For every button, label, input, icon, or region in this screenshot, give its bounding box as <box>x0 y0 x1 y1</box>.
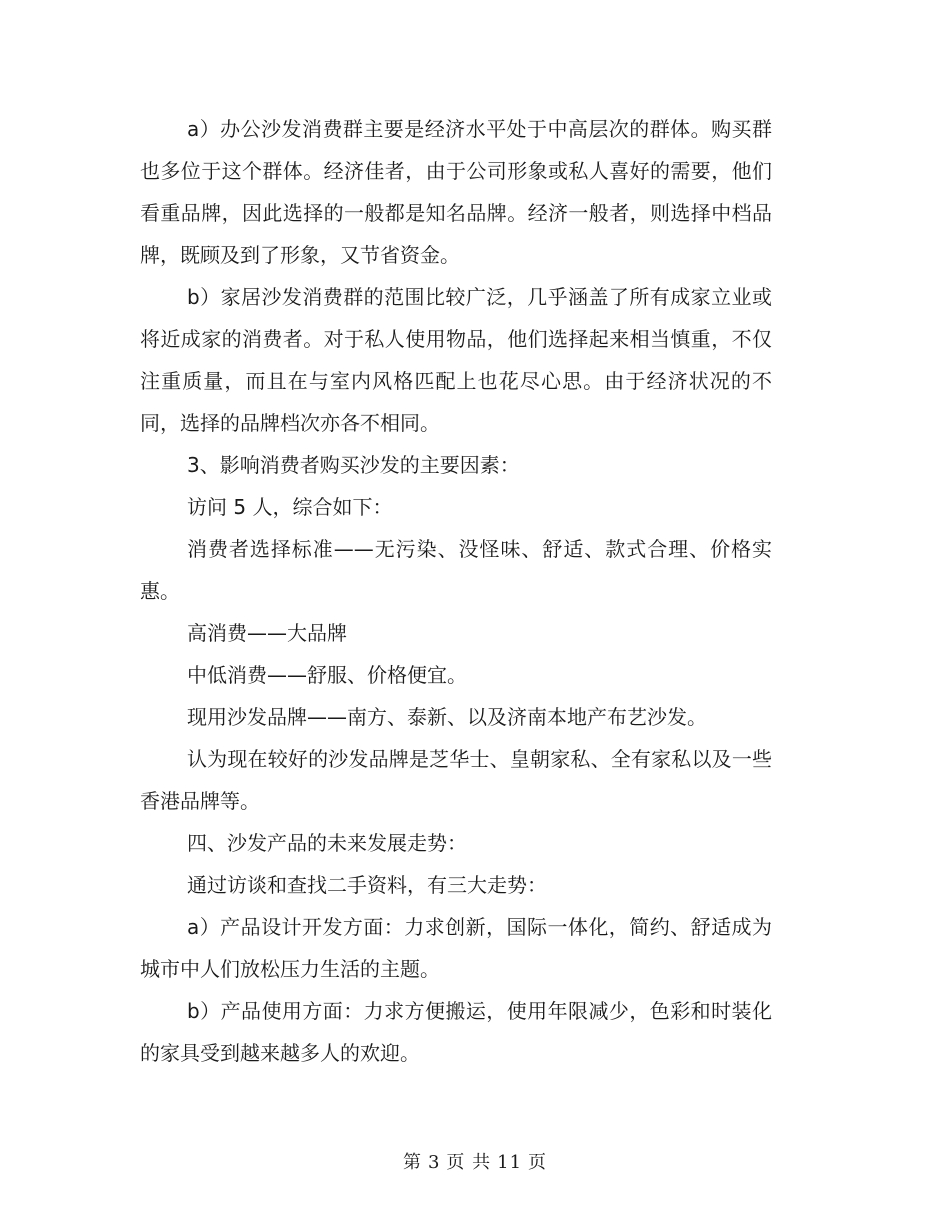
footer-total-pages: 11 <box>497 1152 523 1173</box>
page-footer <box>0 1150 950 1176</box>
footer-middle: 页 共 <box>446 1152 492 1173</box>
paragraph-office-sofa-consumers: a）办公沙发消费群主要是经济水平处于中高层次的群体。购买群也多位于这个群体。经济佳者，由于公司形象或私人喜好的需要，他们看重品牌，因此选择的一般都是知名品牌。经济一般者，则选择中档品牌，既顾及到了形象，又节省资金。 <box>140 117 772 267</box>
heading-purchase-factors: 3、影响消费者购买沙发的主要因素： <box>187 453 520 477</box>
paragraph-mid-low-consumption: 中低消费——舒服、价格便宜。 <box>187 663 467 687</box>
paragraph-usage-trend: b）产品使用方面：力求方便搬运，使用年限减少，色彩和时装化的家具受到越来越多人的欢迎。 <box>140 999 772 1065</box>
heading-future-trends: 四、沙发产品的未来发展走势： <box>187 831 467 855</box>
paragraph-preferred-brands: 认为现在较好的沙发品牌是芝华士、皇朝家私、全有家私以及一些香港品牌等。 <box>140 747 772 813</box>
footer-page-number: 3 <box>427 1152 441 1173</box>
footer-prefix: 第 <box>402 1152 422 1173</box>
paragraph-three-trends: 通过访谈和查找二手资料，有三大走势： <box>187 873 547 897</box>
paragraph-home-sofa-consumers: b）家居沙发消费群的范围比较广泛，几乎涵盖了所有成家立业或将近成家的消费者。对于私人使用物品，他们选择起来相当慎重，不仅注重质量，而且在与室内风格匹配上也花尽心思。由于经济状况的不同，选择的品牌档次亦各不相同。 <box>140 285 772 435</box>
paragraph-selection-criteria: 消费者选择标准——无污染、没怪味、舒适、款式合理、价格实惠。 <box>140 537 772 603</box>
paragraph-current-brands: 现用沙发品牌——南方、泰新、以及济南本地产布艺沙发。 <box>187 705 707 729</box>
paragraph-interview-summary: 访问 5 人，综合如下： <box>187 495 393 519</box>
paragraph-high-consumption: 高消费——大品牌 <box>187 621 347 645</box>
footer-suffix: 页 <box>528 1152 548 1173</box>
paragraph-design-trend: a）产品设计开发方面：力求创新，国际一体化，简约、舒适成为城市中人们放松压力生活的主题。 <box>140 915 772 981</box>
document-body <box>140 108 772 1074</box>
